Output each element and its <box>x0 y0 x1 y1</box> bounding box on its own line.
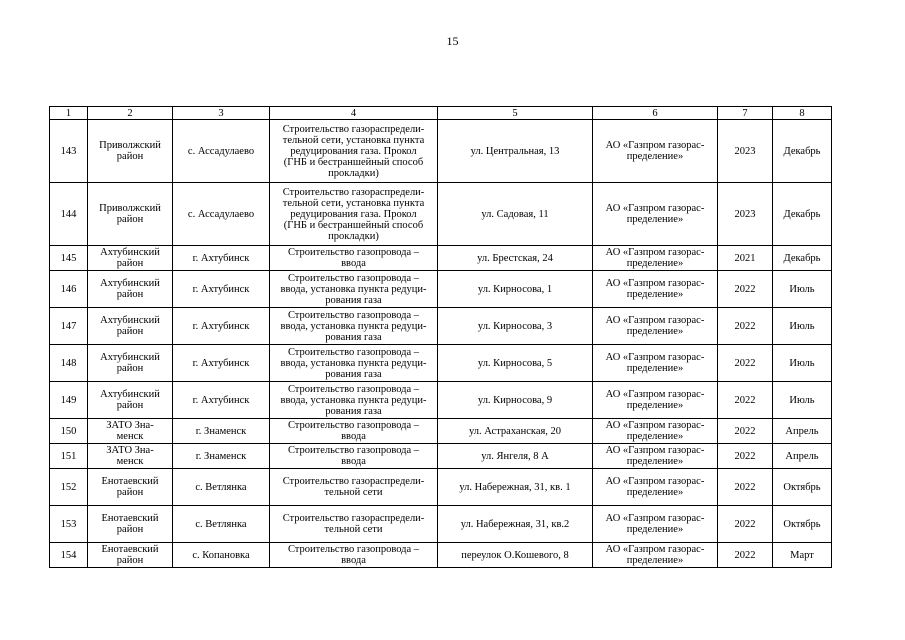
cell-year: 2022 <box>718 271 773 308</box>
page-number: 15 <box>446 34 459 48</box>
cell-year: 2023 <box>718 183 773 246</box>
cell-locality: с. Копановка <box>173 543 270 568</box>
cell-locality: с. Ассадулаево <box>173 120 270 183</box>
cell-address: ул. Набережная, 31, кв.2 <box>438 506 593 543</box>
cell-district: ЗАТО Зна- менск <box>88 419 173 444</box>
cell-year: 2022 <box>718 419 773 444</box>
cell-work: Строительство газопровода – ввода <box>270 419 438 444</box>
col-header-7: 7 <box>718 107 773 120</box>
col-header-8: 8 <box>773 107 832 120</box>
table-row <box>50 419 832 444</box>
cell-organization: АО «Газпром газорас- пределение» <box>593 444 718 469</box>
cell-month: Декабрь <box>773 120 832 183</box>
cell-address: ул. Набережная, 31, кв. 1 <box>438 469 593 506</box>
cell-locality: г. Ахтубинск <box>173 308 270 345</box>
gasification-table <box>49 106 832 568</box>
cell-work: Строительство газопровода – ввода <box>270 543 438 568</box>
cell-month: Июль <box>773 345 832 382</box>
table-row <box>50 506 832 543</box>
table-row <box>50 469 832 506</box>
cell-work: Строительство газопровода – ввода, установка пункта редуци- рования газа <box>270 345 438 382</box>
cell-number: 145 <box>50 246 88 271</box>
cell-organization: АО «Газпром газорас- пределение» <box>593 543 718 568</box>
cell-organization: АО «Газпром газорас- пределение» <box>593 469 718 506</box>
col-header-4: 4 <box>270 107 438 120</box>
table-row <box>50 246 832 271</box>
cell-address: ул. Кирносова, 9 <box>438 382 593 419</box>
cell-address: переулок О.Кошевого, 8 <box>438 543 593 568</box>
cell-work: Строительство газораспредели- тельной сети <box>270 506 438 543</box>
cell-district: ЗАТО Зна- менск <box>88 444 173 469</box>
cell-year: 2022 <box>718 469 773 506</box>
cell-locality: г. Ахтубинск <box>173 246 270 271</box>
cell-address: ул. Астраханская, 20 <box>438 419 593 444</box>
cell-month: Июль <box>773 271 832 308</box>
cell-number: 149 <box>50 382 88 419</box>
cell-month: Октябрь <box>773 506 832 543</box>
table-row <box>50 382 832 419</box>
cell-locality: с. Ветлянка <box>173 506 270 543</box>
cell-locality: г. Знаменск <box>173 444 270 469</box>
cell-address: ул. Кирносова, 5 <box>438 345 593 382</box>
cell-number: 150 <box>50 419 88 444</box>
table-row <box>50 444 832 469</box>
table-row <box>50 308 832 345</box>
cell-locality: г. Ахтубинск <box>173 271 270 308</box>
col-header-6: 6 <box>593 107 718 120</box>
cell-month: Декабрь <box>773 183 832 246</box>
cell-number: 154 <box>50 543 88 568</box>
cell-year: 2022 <box>718 444 773 469</box>
cell-work: Строительство газораспредели- тельной сети, установка пункта редуцирования газа. Прокол (ГНБ и бестраншейный способ прокладки) <box>270 120 438 183</box>
col-header-3: 3 <box>173 107 270 120</box>
cell-work: Строительство газопровода – ввода, установка пункта редуци- рования газа <box>270 382 438 419</box>
cell-year: 2023 <box>718 120 773 183</box>
cell-locality: с. Ветлянка <box>173 469 270 506</box>
cell-district: Ахтубинский район <box>88 271 173 308</box>
cell-organization: АО «Газпром газорас- пределение» <box>593 419 718 444</box>
cell-organization: АО «Газпром газорас- пределение» <box>593 183 718 246</box>
cell-district: Ахтубинский район <box>88 382 173 419</box>
table-row <box>50 345 832 382</box>
cell-number: 147 <box>50 308 88 345</box>
cell-number: 148 <box>50 345 88 382</box>
cell-work: Строительство газопровода – ввода, установка пункта редуци- рования газа <box>270 271 438 308</box>
cell-work: Строительство газораспредели- тельной сети, установка пункта редуцирования газа. Прокол (ГНБ и бестраншейный способ прокладки) <box>270 183 438 246</box>
cell-number: 151 <box>50 444 88 469</box>
cell-month: Октябрь <box>773 469 832 506</box>
cell-month: Июль <box>773 308 832 345</box>
cell-month: Март <box>773 543 832 568</box>
cell-organization: АО «Газпром газорас- пределение» <box>593 246 718 271</box>
cell-organization: АО «Газпром газорас- пределение» <box>593 382 718 419</box>
col-header-2: 2 <box>88 107 173 120</box>
cell-district: Ахтубинский район <box>88 246 173 271</box>
table-row <box>50 543 832 568</box>
cell-district: Приволжский район <box>88 120 173 183</box>
table-row <box>50 183 832 246</box>
cell-month: Декабрь <box>773 246 832 271</box>
cell-organization: АО «Газпром газорас- пределение» <box>593 506 718 543</box>
cell-year: 2022 <box>718 506 773 543</box>
cell-year: 2021 <box>718 246 773 271</box>
cell-month: Июль <box>773 382 832 419</box>
cell-month: Апрель <box>773 419 832 444</box>
cell-address: ул. Центральная, 13 <box>438 120 593 183</box>
cell-locality: с. Ассадулаево <box>173 183 270 246</box>
cell-district: Ахтубинский район <box>88 345 173 382</box>
cell-address: ул. Кирносова, 3 <box>438 308 593 345</box>
cell-year: 2022 <box>718 382 773 419</box>
col-header-5: 5 <box>438 107 593 120</box>
cell-locality: г. Ахтубинск <box>173 345 270 382</box>
cell-address: ул. Садовая, 11 <box>438 183 593 246</box>
cell-district: Приволжский район <box>88 183 173 246</box>
col-header-1: 1 <box>50 107 88 120</box>
cell-address: ул. Брестская, 24 <box>438 246 593 271</box>
cell-district: Ахтубинский район <box>88 308 173 345</box>
cell-work: Строительство газораспредели- тельной сети <box>270 469 438 506</box>
cell-number: 146 <box>50 271 88 308</box>
cell-district: Енотаевский район <box>88 506 173 543</box>
cell-year: 2022 <box>718 308 773 345</box>
header-row <box>50 107 832 120</box>
cell-locality: г. Знаменск <box>173 419 270 444</box>
cell-number: 153 <box>50 506 88 543</box>
cell-address: ул. Янгеля, 8 А <box>438 444 593 469</box>
cell-locality: г. Ахтубинск <box>173 382 270 419</box>
cell-work: Строительство газопровода – ввода <box>270 444 438 469</box>
cell-number: 143 <box>50 120 88 183</box>
table-row <box>50 120 832 183</box>
cell-organization: АО «Газпром газорас- пределение» <box>593 345 718 382</box>
cell-year: 2022 <box>718 345 773 382</box>
cell-address: ул. Кирносова, 1 <box>438 271 593 308</box>
cell-district: Енотаевский район <box>88 543 173 568</box>
table-row <box>50 271 832 308</box>
cell-number: 152 <box>50 469 88 506</box>
cell-year: 2022 <box>718 543 773 568</box>
cell-work: Строительство газопровода – ввода <box>270 246 438 271</box>
cell-district: Енотаевский район <box>88 469 173 506</box>
cell-organization: АО «Газпром газорас- пределение» <box>593 308 718 345</box>
cell-number: 144 <box>50 183 88 246</box>
cell-organization: АО «Газпром газорас- пределение» <box>593 271 718 308</box>
cell-work: Строительство газопровода – ввода, установка пункта редуци- рования газа <box>270 308 438 345</box>
cell-organization: АО «Газпром газорас- пределение» <box>593 120 718 183</box>
cell-month: Апрель <box>773 444 832 469</box>
